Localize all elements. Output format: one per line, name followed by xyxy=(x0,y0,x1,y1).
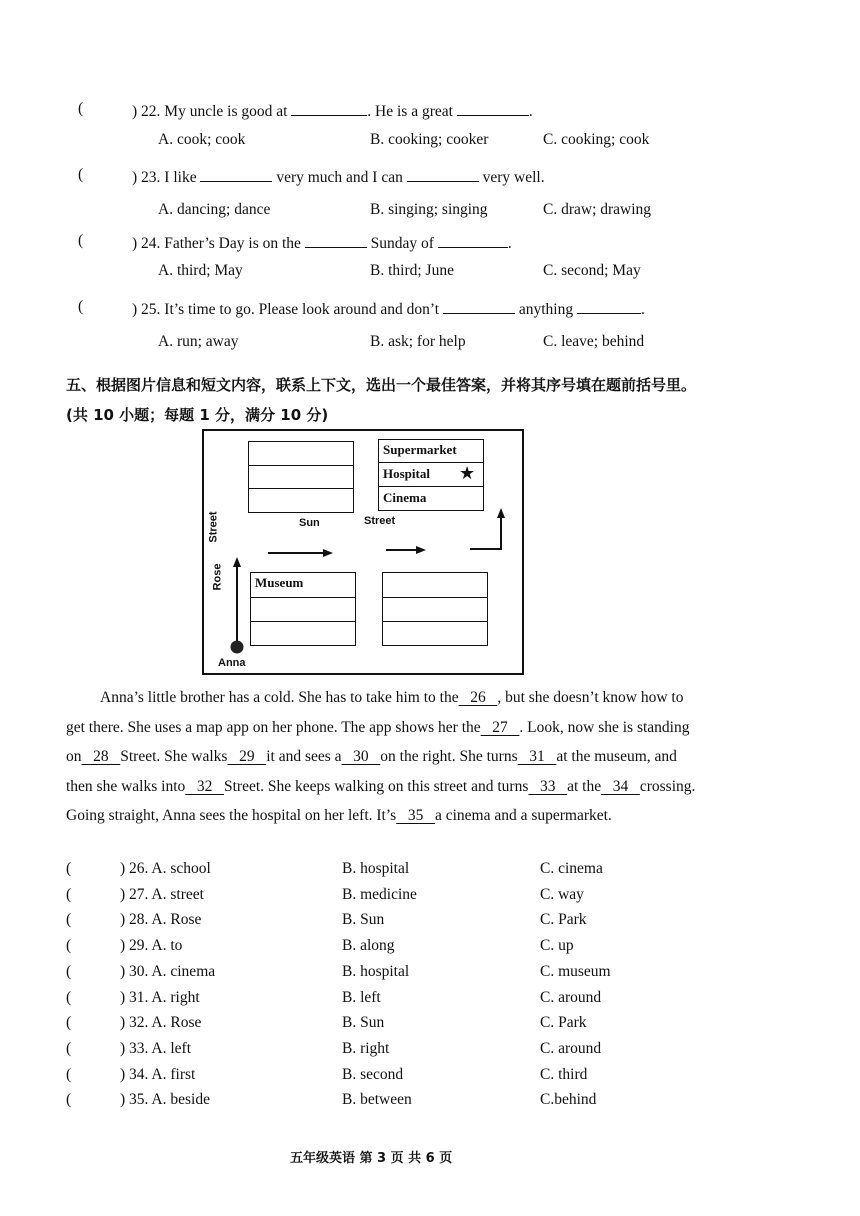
street-label-sun: Sun xyxy=(299,517,320,529)
paren: ( xyxy=(78,298,84,315)
section-title: 五、根据图片信息和短文内容，联系上下文，选出一个最佳答案，并将其序号填在题前括号里。 xyxy=(66,376,697,394)
answer-paren[interactable]: ( xyxy=(66,885,72,903)
option-b: B. medicine xyxy=(342,885,417,903)
street-label-rose: Rose xyxy=(211,563,224,591)
passage-text: at the museum, and then she walks into xyxy=(66,748,677,795)
answer-paren[interactable]: ( xyxy=(66,988,72,1006)
option-b: B. hospital xyxy=(342,860,410,877)
passage xyxy=(66,683,698,831)
option-c: C. museum xyxy=(540,962,611,980)
answer-blank[interactable] xyxy=(200,166,272,182)
street-label-street: Street xyxy=(364,515,396,527)
paren: ( xyxy=(78,100,84,117)
option-a: ) 28. A. Rose xyxy=(120,911,202,929)
question-stem xyxy=(132,166,545,187)
answer-paren[interactable]: ( xyxy=(66,911,72,929)
option-c: C.behind xyxy=(540,1091,597,1109)
page-footer: 五年级英语 第 3 页 共 6 页 xyxy=(290,1151,453,1166)
option-c: C. Park xyxy=(540,911,587,929)
option-c: C. way xyxy=(540,885,584,903)
answer-blank[interactable] xyxy=(577,298,641,314)
stem-text: very well. xyxy=(478,169,545,186)
option-a: ) 31. A. right xyxy=(120,988,200,1006)
answer-paren[interactable]: ( xyxy=(66,962,72,980)
option-a: ) 32. A. Rose xyxy=(120,1014,202,1032)
option-b: B. Sun xyxy=(342,911,385,929)
mc-question-24 xyxy=(78,232,512,252)
map-block-bottom-right xyxy=(382,572,488,646)
passage-text: Street. She keeps walking on this street and turns xyxy=(224,777,529,795)
cloze-blank[interactable]: 30 xyxy=(341,748,381,765)
option-a: A. cook; cook xyxy=(158,131,246,148)
answer-blank[interactable] xyxy=(443,298,515,314)
cloze-blank[interactable]: 27 xyxy=(480,718,520,736)
map-block-divider xyxy=(383,621,487,622)
hospital-label: Hospital xyxy=(383,466,430,481)
cloze-blank[interactable]: 33 xyxy=(528,777,568,795)
cloze-blank[interactable]: 29 xyxy=(227,748,267,765)
passage-text: . Look, now she is standing on xyxy=(66,718,690,765)
answer-paren[interactable]: ( xyxy=(66,860,72,877)
stem-text: anything xyxy=(514,301,577,318)
passage-text: , but she doesn’t know how to get there. She uses a map app on her phone. The app shows her the xyxy=(66,689,684,736)
option-a: ) 30. A. cinema xyxy=(120,962,216,980)
cloze-blank[interactable]: 31 xyxy=(517,748,557,765)
option-c: C. draw; drawing xyxy=(543,201,652,218)
option-b: B. cooking; cooker xyxy=(370,131,489,148)
option-c: C. up xyxy=(540,937,574,955)
option-a: ) 26. A. school xyxy=(120,860,211,877)
option-b: B. Sun xyxy=(342,1014,385,1032)
option-a: A. dancing; dance xyxy=(158,201,271,218)
option-c: C. leave; behind xyxy=(543,333,645,350)
question-number: ) 25. xyxy=(132,301,165,318)
stem-text: My uncle is good at xyxy=(164,103,292,120)
stem-text: . xyxy=(528,103,533,120)
stem-text: . xyxy=(640,301,645,318)
answer-blank[interactable] xyxy=(438,232,508,248)
paren: ( xyxy=(78,166,84,183)
cloze-blank[interactable]: 28 xyxy=(81,748,121,765)
option-c: C. second; May xyxy=(543,262,641,279)
stem-text: Sunday of xyxy=(366,235,438,252)
passage-text: a cinema and a supermarket. xyxy=(434,807,612,824)
answer-blank[interactable] xyxy=(457,100,529,116)
cloze-blank[interactable]: 32 xyxy=(185,777,224,795)
question-number: ) 24. xyxy=(132,235,165,252)
answer-paren[interactable]: ( xyxy=(66,937,72,955)
question-number: ) 22. xyxy=(132,103,165,120)
passage-text: Street. She walks xyxy=(120,748,228,765)
map-block-divider xyxy=(383,597,487,598)
answer-paren[interactable]: ( xyxy=(66,1039,72,1057)
option-a: ) 35. A. beside xyxy=(120,1091,210,1109)
option-b: B. ask; for help xyxy=(370,333,466,350)
stem-text: I like xyxy=(164,169,201,186)
stem-text: Father’s Day is on the xyxy=(164,235,305,252)
option-b: B. right xyxy=(342,1039,390,1057)
option-a: ) 33. A. left xyxy=(120,1039,192,1057)
option-a: A. third; May xyxy=(158,262,243,279)
question-stem xyxy=(132,232,512,253)
passage-text: at the xyxy=(567,777,602,795)
option-b: B. second xyxy=(342,1065,404,1083)
option-b: B. left xyxy=(342,988,381,1006)
option-a: ) 29. A. to xyxy=(120,937,183,955)
cloze-blank[interactable]: 35 xyxy=(396,807,435,824)
option-c: C. around xyxy=(540,1039,602,1057)
museum-label: Museum xyxy=(255,575,304,590)
option-c: C. cooking; cook xyxy=(543,131,650,148)
answer-blank[interactable] xyxy=(305,232,367,248)
map-block-divider xyxy=(251,621,355,622)
option-a: ) 34. A. first xyxy=(120,1065,196,1083)
option-b: B. between xyxy=(342,1091,412,1109)
option-b: B. third; June xyxy=(370,262,454,279)
star-icon: ★ xyxy=(459,463,476,484)
passage-text: Anna’s little brother has a cold. She has to take him to the xyxy=(100,689,459,706)
cloze-blank[interactable]: 34 xyxy=(601,777,640,795)
map-figure xyxy=(202,429,524,675)
paren: ( xyxy=(78,232,84,249)
answer-paren[interactable]: ( xyxy=(66,1091,72,1109)
stem-text: . He is a great xyxy=(367,103,457,120)
cloze-blank[interactable]: 26 xyxy=(458,689,498,706)
option-c: C. third xyxy=(540,1065,588,1083)
option-a: A. run; away xyxy=(158,333,239,350)
option-b: B. along xyxy=(342,937,395,955)
stem-text: . xyxy=(507,235,512,252)
street-label-vertical: Street xyxy=(207,511,220,543)
map-block-museum xyxy=(250,572,356,646)
map-block-divider xyxy=(251,597,355,598)
answer-blank[interactable] xyxy=(407,166,479,182)
option-c: C. cinema xyxy=(540,860,603,877)
mc-question-22 xyxy=(78,100,533,120)
passage-text: on the right. She turns xyxy=(380,748,518,765)
stem-text: It’s time to go. Please look around and don’t xyxy=(164,301,443,318)
section-points: (共 10 小题；每题 1 分，满分 10 分) xyxy=(66,406,329,424)
question-stem xyxy=(132,298,645,319)
option-c: C. around xyxy=(540,988,602,1006)
passage-text: it and sees a xyxy=(266,748,342,765)
cinema-label: Cinema xyxy=(383,490,427,505)
supermarket-label: Supermarket xyxy=(383,442,457,457)
question-number: ) 23. xyxy=(132,169,165,186)
question-stem xyxy=(132,100,533,121)
option-a: ) 27. A. street xyxy=(120,885,204,903)
answer-paren[interactable]: ( xyxy=(66,1065,72,1083)
mc-question-23 xyxy=(78,166,545,186)
mc-question-25 xyxy=(78,298,645,318)
answer-paren[interactable]: ( xyxy=(66,1014,72,1032)
answer-blank[interactable] xyxy=(291,100,367,116)
stem-text: very much and I can xyxy=(272,169,407,186)
passage-text: crossing. Going straight, Anna sees the hospital on her left. It’s xyxy=(66,777,696,824)
option-c: C. Park xyxy=(540,1014,587,1032)
option-b: B. singing; singing xyxy=(370,201,488,218)
person-label-anna: Anna xyxy=(218,657,246,669)
option-b: B. hospital xyxy=(342,962,410,980)
